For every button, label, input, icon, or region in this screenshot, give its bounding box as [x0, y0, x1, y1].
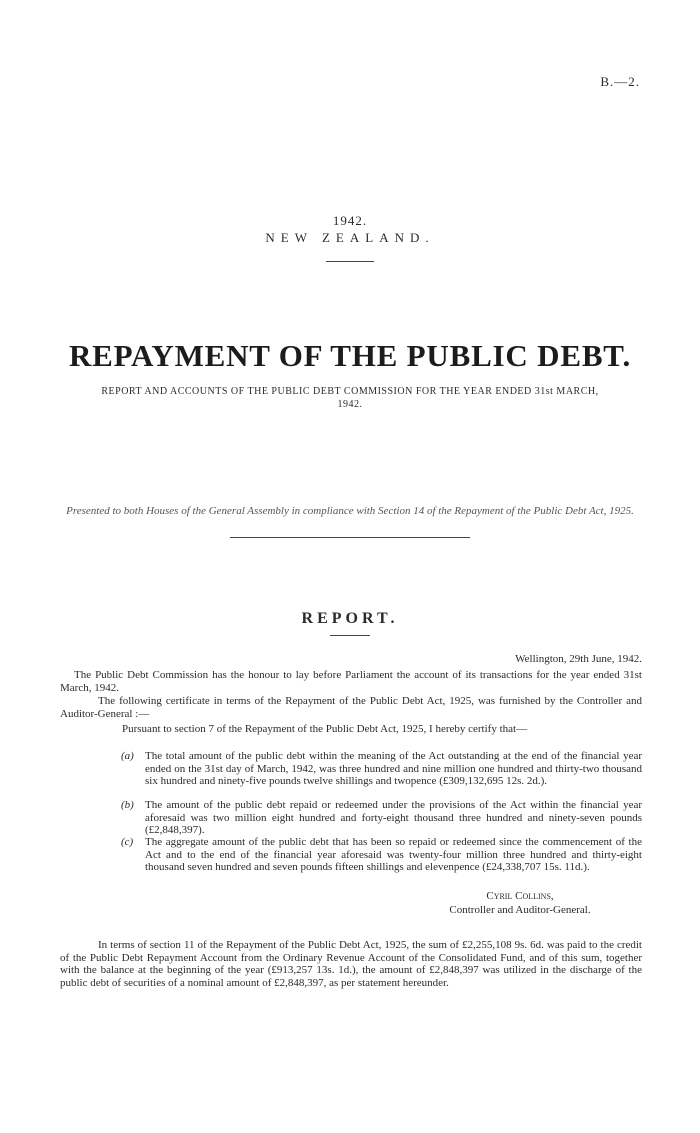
date-line: Wellington, 29th June, 1942.: [515, 653, 642, 665]
divider: [330, 635, 370, 636]
presented-note: Presented to both Houses of the General Assembly in compliance with Section 14 of the Repayment of the Public Debt Act, 1925.: [66, 505, 634, 517]
divider: [326, 261, 374, 262]
paragraph-repayment: In terms of section 11 of the Repayment of the Public Debt Act, 1925, the sum of £2,255,108 9s. 6d. was paid to the credit of the Public Debt Repayment Account from the Ordinary Revenue Account of the Consolidated Fund, and of this sum, together with the balance at the beginning of the year (£913,257 13s. 1d.), the amount of £2,848,397 was utilized in the discharge of the public debt of securities of a nominal amount of £2,848,397, as per statement hereunder.: [60, 939, 642, 989]
paragraph-intro: The Public Debt Commission has the honour to lay before Parliament the account of its transactions for the year ended 31st March, 1942.: [60, 669, 642, 694]
document-title: REPAYMENT OF THE PUBLIC DEBT.: [68, 338, 632, 373]
paragraph-certify: Pursuant to section 7 of the Repayment of the Public Debt Act, 1925, I hereby certify that—: [122, 723, 528, 735]
signer-name: Cyril Collins,: [486, 890, 554, 902]
certificate-item: [121, 799, 642, 837]
certificate-item: [121, 750, 642, 788]
paragraph-certificate-intro: The following certificate in terms of the Repayment of the Public Debt Act, 1925, was furnished by the Controller and Auditor-General :—: [60, 695, 642, 720]
item-label: (c): [121, 836, 134, 848]
item-text: The total amount of the public debt within the meaning of the Act outstanding at the end of the financial year ended on the 31st day of March, 1942, was three hundred and nine million one hundred and thirty-two thousand six hundred and ninety-five pounds twelve shillings and twopence (£309,132,695 12s. 2d.).: [145, 750, 642, 787]
divider: [230, 537, 470, 538]
certificate-item: [121, 836, 642, 874]
item-text: The amount of the public debt repaid or redeemed under the provisions of the Act within the financial year aforesaid was two million eight hundred and forty-eight thousand three hundred and ninety-seven pounds (£2,848,397).: [145, 799, 642, 836]
page-reference: B.—2.: [600, 74, 640, 89]
signature-block: [400, 889, 640, 917]
year-heading: 1942.: [332, 213, 368, 228]
signer-title: Controller and Auditor-General.: [449, 904, 591, 916]
item-text: The aggregate amount of the public debt that has been so repaid or redeemed since the commencement of the Act and to the end of the financial year aforesaid was twenty-four million three hundred and thirty-eight thousand seven hundred and seven pounds fifteen shillings and elevenpence (£24,338,707 15s. 11d.).: [145, 836, 642, 873]
document-subtitle: REPORT AND ACCOUNTS OF THE PUBLIC DEBT COMMISSION FOR THE YEAR ENDED 31st MARCH, 1942.: [101, 386, 599, 410]
report-heading: REPORT.: [301, 610, 399, 627]
country-heading: NEW ZEALAND.: [265, 230, 435, 245]
item-label: (a): [121, 750, 134, 762]
item-label: (b): [121, 799, 134, 811]
